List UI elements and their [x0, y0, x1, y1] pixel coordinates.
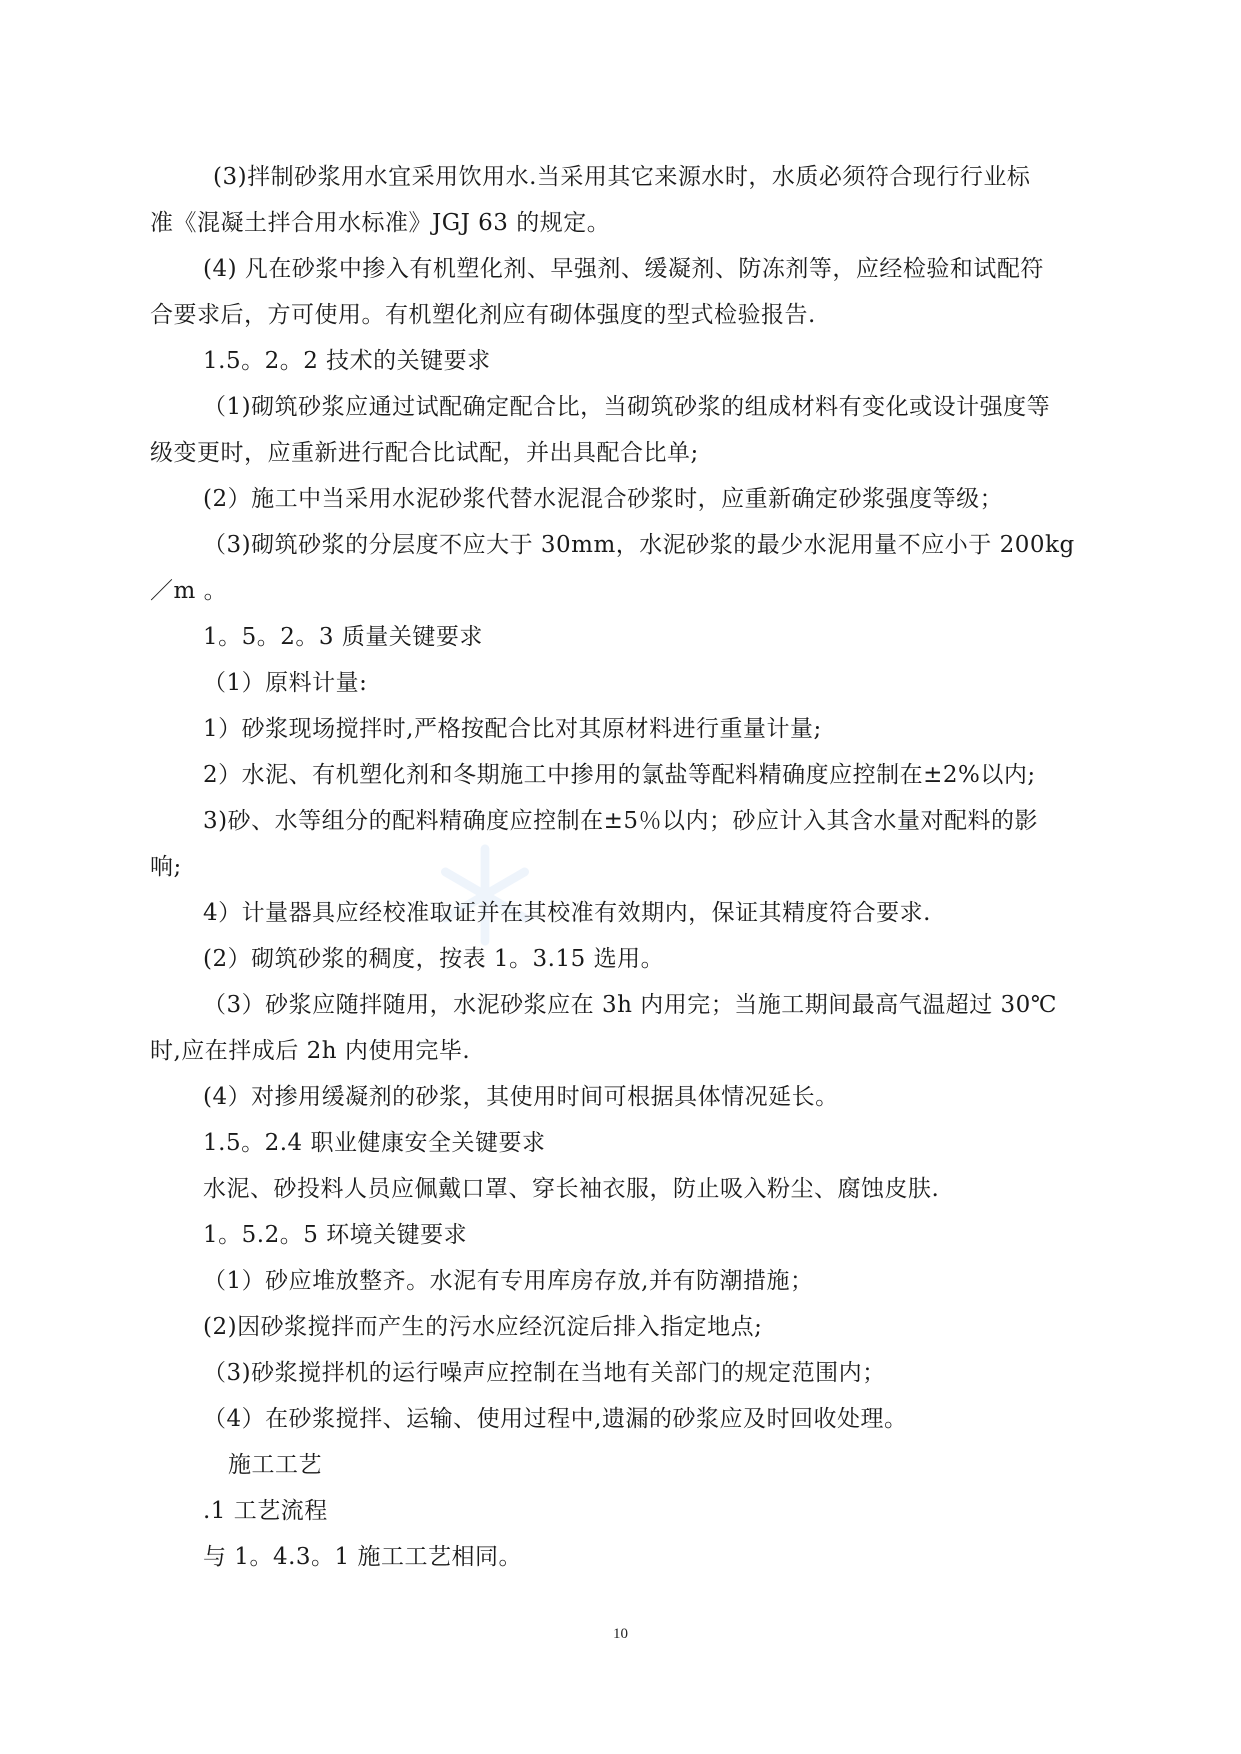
section-heading: 施工工艺	[228, 1452, 322, 1478]
paragraph-line: (4）对掺用缓凝剂的砂浆，其使用时间可根据具体情况延长。	[203, 1084, 839, 1110]
paragraph-line: 级变更时，应重新进行配合比试配，并出具配合比单;	[150, 440, 699, 466]
paragraph-line: （1）原料计量:	[203, 670, 368, 696]
paragraph-line: （1)砌筑砂浆应通过试配确定配合比，当砌筑砂浆的组成材料有变化或设计强度等	[203, 394, 1051, 420]
paragraph-line: ／m 。	[150, 578, 228, 604]
paragraph-line: (4) 凡在砂浆中掺入有机塑化剂、早强剂、缓凝剂、防冻剂等，应经检验和试配符	[203, 256, 1044, 282]
paragraph-line: 3)砂、水等组分的配料精确度应控制在±5％以内；砂应计入其含水量对配料的影	[203, 808, 1039, 834]
paragraph-line: 水泥、砂投料人员应佩戴口罩、穿长袖衣服，防止吸入粉尘、腐蚀皮肤.	[203, 1176, 940, 1202]
paragraph-line: (2)因砂浆搅拌而产生的污水应经沉淀后排入指定地点;	[203, 1314, 763, 1340]
paragraph-line: （3)砂浆搅拌机的运行噪声应控制在当地有关部门的规定范围内；	[203, 1360, 886, 1386]
snowflake-watermark-icon	[430, 840, 540, 950]
paragraph-line: 4）计量器具应经校准取证并在其校准有效期内，保证其精度符合要求.	[203, 900, 931, 926]
paragraph-line: 1）砂浆现场搅拌时,严格按配合比对其原材料进行重量计量;	[203, 716, 822, 742]
section-heading: .1 工艺流程	[203, 1498, 328, 1524]
section-heading: 1。5。2。3 质量关键要求	[203, 624, 483, 650]
paragraph-line: (2）砌筑砂浆的稠度，按表 1。3.15 选用。	[203, 946, 665, 972]
paragraph-line: (3)拌制砂浆用水宜采用饮用水.当采用其它来源水时，水质必须符合现行行业标	[213, 164, 1031, 190]
section-heading: 1.5。2.4 职业健康安全关键要求	[203, 1130, 546, 1156]
paragraph-line: 响;	[150, 854, 182, 880]
paragraph-line: 合要求后，方可使用。有机塑化剂应有砌体强度的型式检验报告.	[150, 302, 816, 328]
paragraph-line: （3)砌筑砂浆的分层度不应大于 30mm，水泥砂浆的最少水泥用量不应小于 200kg	[203, 532, 1075, 558]
section-heading: 1。5.2。5 环境关键要求	[203, 1222, 468, 1248]
section-heading: 1.5。2。2 技术的关键要求	[203, 348, 491, 374]
paragraph-line: （1）砂应堆放整齐。水泥有专用库房存放,并有防潮措施；	[203, 1268, 814, 1294]
page-number: 10	[613, 1626, 628, 1642]
paragraph-line: 时,应在拌成后 2h 内使用完毕.	[150, 1038, 471, 1064]
paragraph-line: (2）施工中当采用水泥砂浆代替水泥混合砂浆时，应重新确定砂浆强度等级；	[203, 486, 1004, 512]
paragraph-line: 2）水泥、有机塑化剂和冬期施工中掺用的氯盐等配料精确度应控制在±2%以内;	[203, 762, 1036, 788]
paragraph-line: 准《混凝土拌合用水标准》JGJ 63 的规定。	[150, 210, 611, 236]
paragraph-line: （3）砂浆应随拌随用，水泥砂浆应在 3h 内用完；当施工期间最高气温超过 30℃	[203, 992, 1058, 1018]
paragraph-line: 与 1。4.3。1 施工工艺相同。	[203, 1544, 522, 1570]
paragraph-line: （4）在砂浆搅拌、运输、使用过程中,遗漏的砂浆应及时回收处理。	[203, 1406, 908, 1432]
